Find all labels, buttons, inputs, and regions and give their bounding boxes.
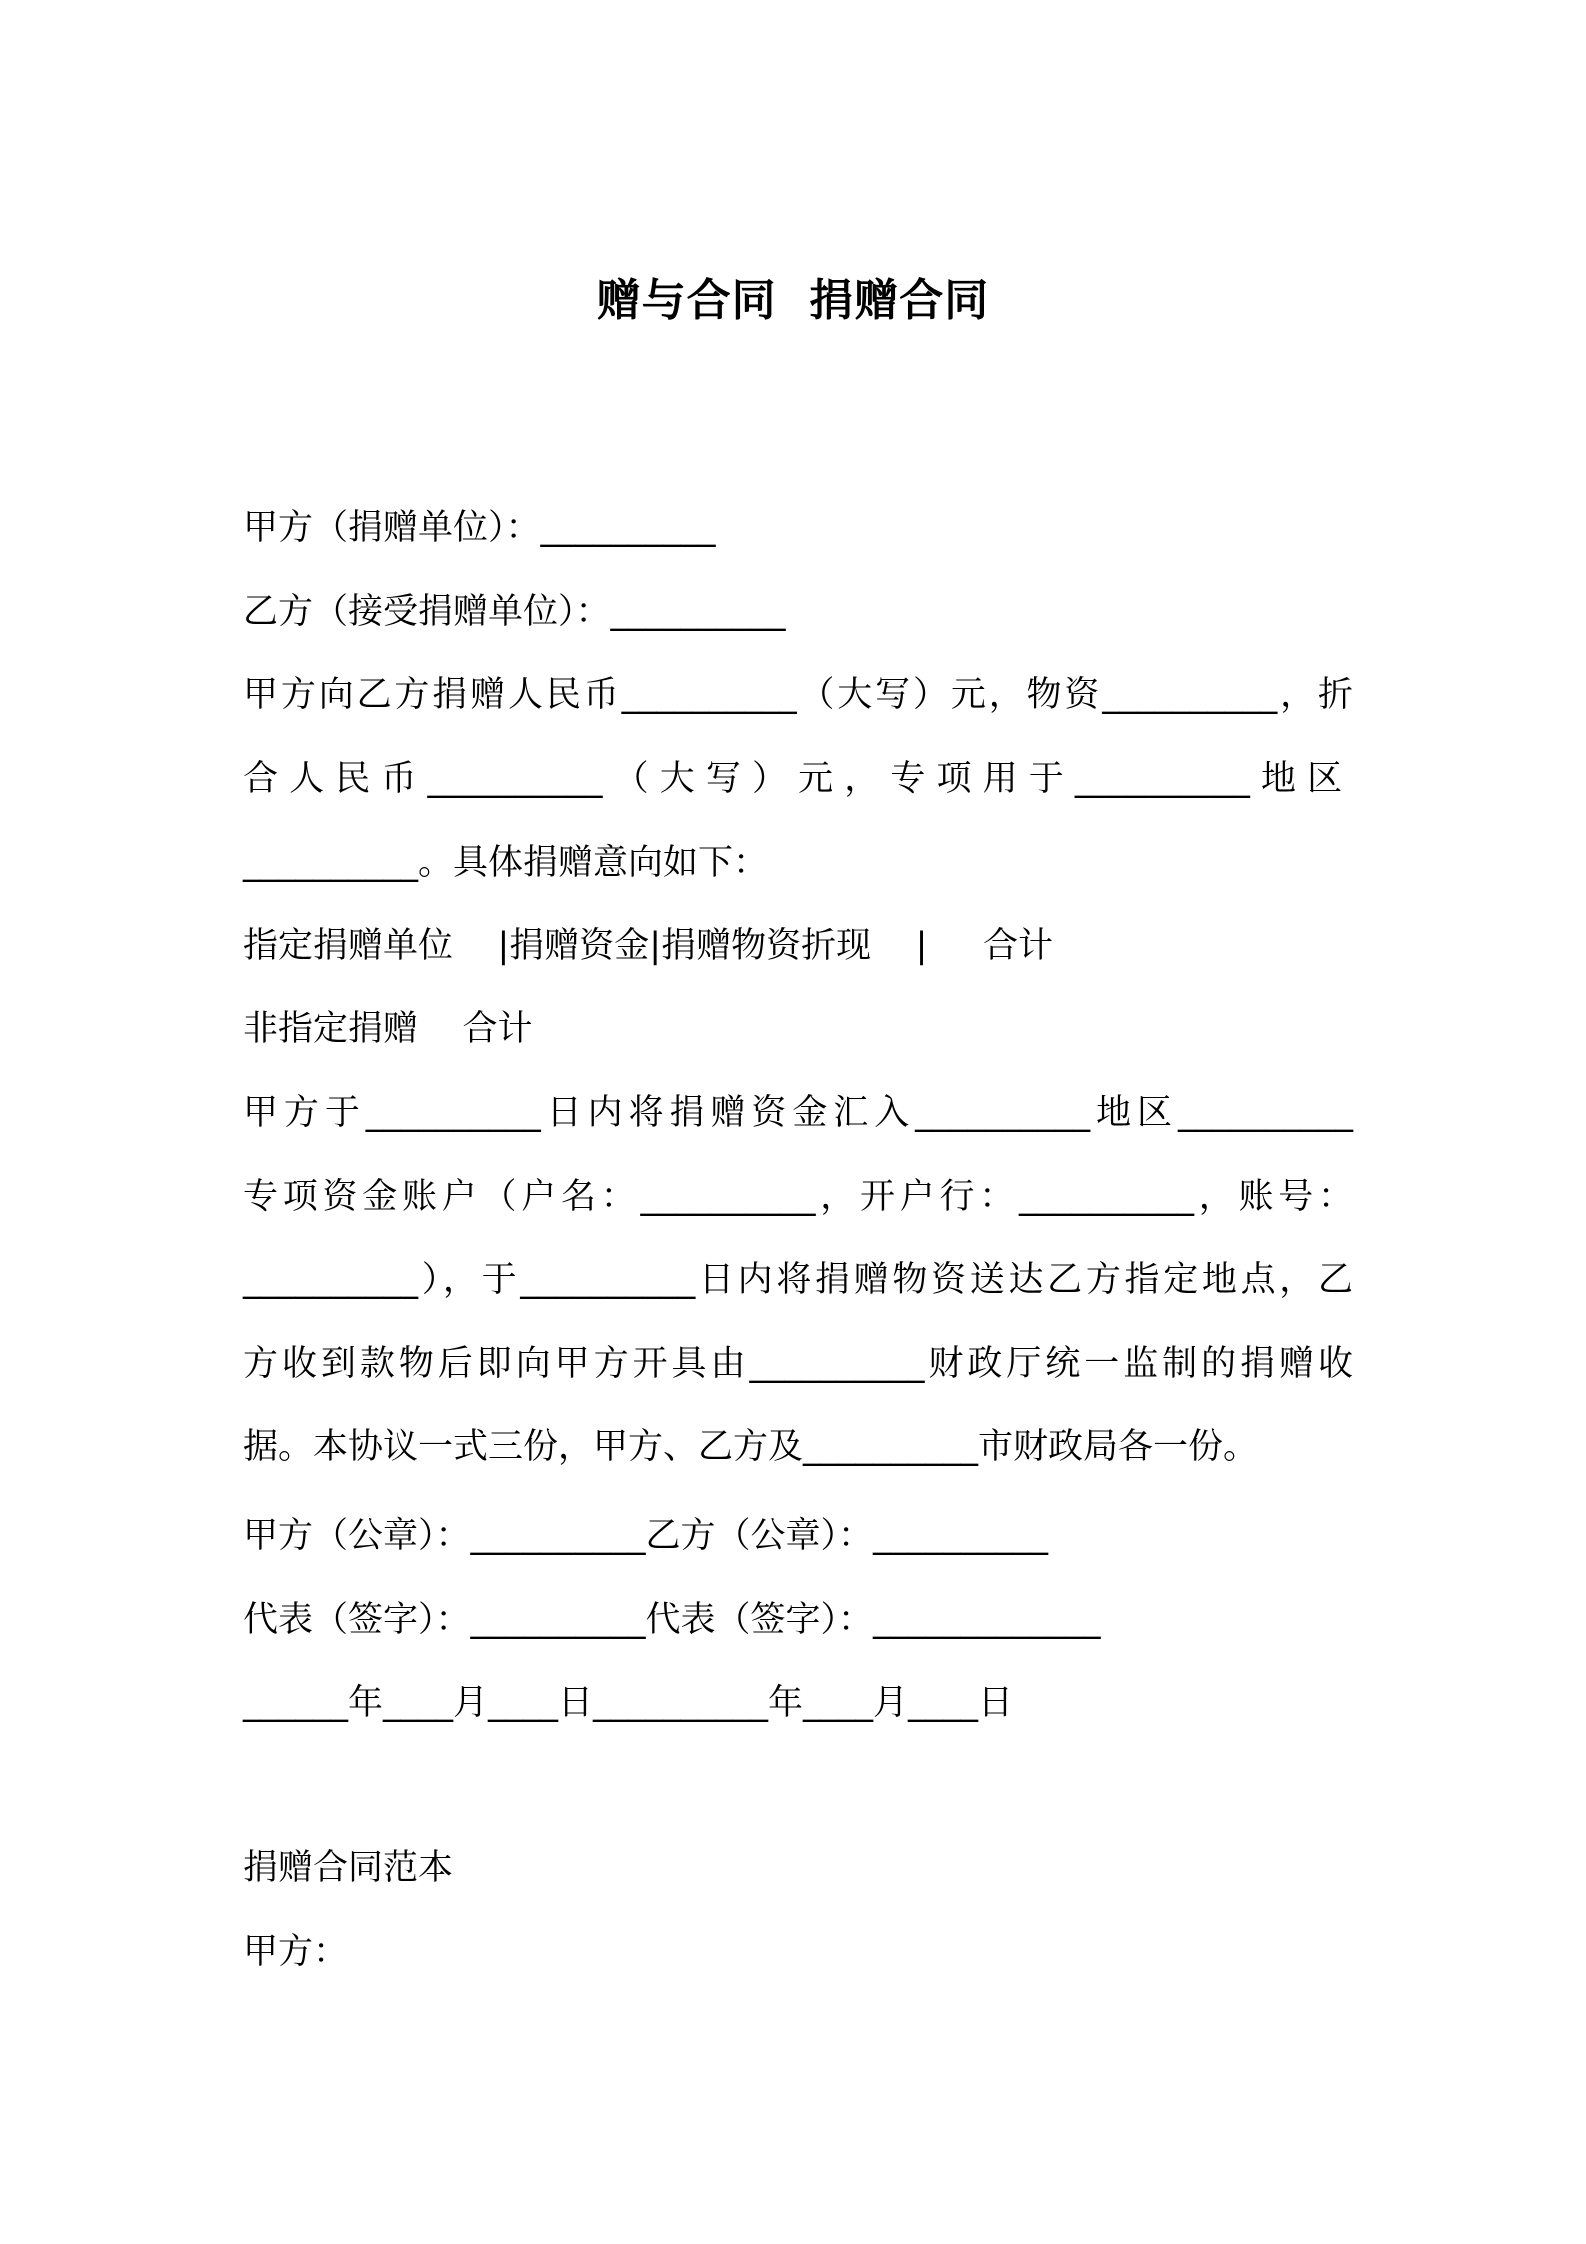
document-title: 赠与合同 捐赠合同 bbox=[596, 275, 990, 326]
template-party-a-line: 甲方： bbox=[243, 1932, 349, 1972]
transfer-terms-text: 甲方于__________日内将捐赠资金汇入__________地区__________ bbox=[243, 1093, 1353, 1133]
copies-line: 据。本协议一式三份，甲方、乙方及__________市财政局各一份。 bbox=[243, 1427, 1259, 1467]
converted-amount-line: 合 人 民 币 __________ （ 大 写 ） 元 ， 专 项 用 于 __________ 地 区 bbox=[243, 759, 1343, 799]
donation-amount-text: 甲方向乙方捐赠人民币__________（大写）元，物资__________，折 bbox=[243, 675, 1353, 715]
receipt-terms-text: 方收到款物后即向甲方开具由__________财政厅统一监制的捐赠收 bbox=[243, 1344, 1353, 1384]
signature-line: 代表（签字）：__________代表（签字）：_____________ bbox=[243, 1600, 1101, 1640]
intent-intro-line: __________。具体捐赠意向如下： bbox=[243, 843, 769, 883]
seal-line: 甲方（公章）：__________乙方（公章）：__________ bbox=[243, 1516, 1049, 1556]
receipt-terms-line bbox=[243, 1341, 1353, 1387]
party-b-line: 乙方（接受捐赠单位）：__________ bbox=[243, 592, 786, 632]
template-heading: 捐赠合同范本 bbox=[243, 1848, 454, 1888]
party-a-line: 甲方（捐赠单位）：__________ bbox=[243, 508, 716, 548]
transfer-terms-line bbox=[243, 1090, 1353, 1136]
date-line: ______年____月____日__________年____月____日 bbox=[243, 1683, 1014, 1723]
non-designated-donation-row: 非指定捐赠 合计 bbox=[243, 1009, 533, 1049]
delivery-terms-text: __________），于__________日内将捐赠物资送达乙方指定地点，乙 bbox=[243, 1260, 1353, 1300]
account-info-text: 专项资金账户（户名：__________，开户行：__________，账号： bbox=[243, 1177, 1353, 1217]
account-info-line bbox=[243, 1174, 1353, 1220]
designated-donation-row: 指定捐赠单位 |捐赠资金|捐赠物资折现 | 合计 bbox=[243, 926, 1054, 966]
donation-amount-line bbox=[243, 672, 1353, 718]
delivery-terms-line bbox=[243, 1257, 1353, 1303]
